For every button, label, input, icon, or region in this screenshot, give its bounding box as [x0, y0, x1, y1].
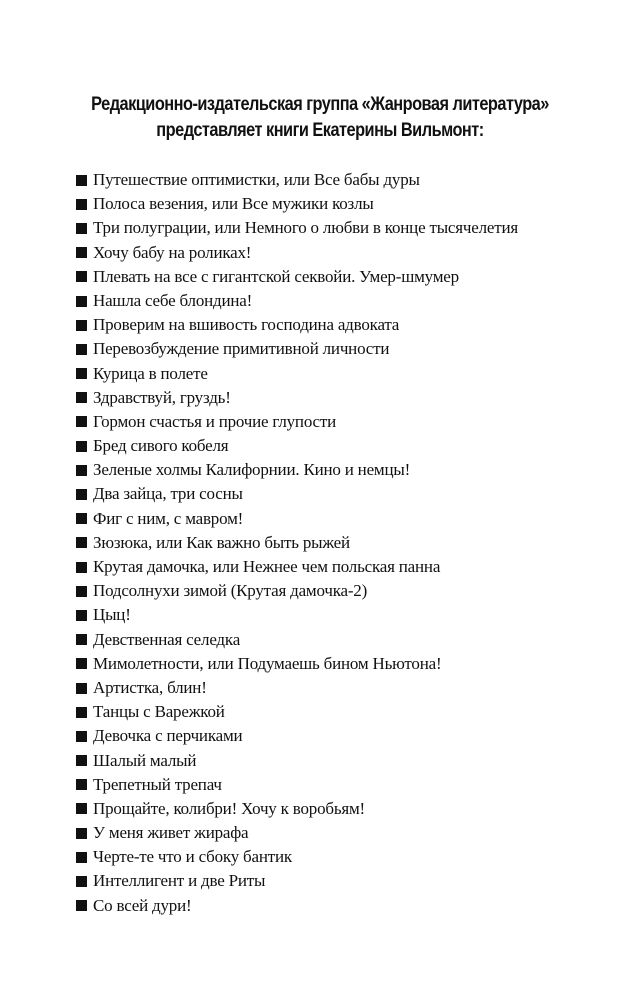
list-item [76, 362, 518, 386]
list-item [76, 241, 518, 265]
square-bullet-icon [76, 658, 87, 669]
list-item [76, 531, 518, 555]
book-title: Зюзюка, или Как важно быть рыжей [93, 532, 350, 552]
square-bullet-icon [76, 344, 87, 355]
book-title: Интеллигент и две Риты [93, 871, 266, 891]
book-title: Девственная селедка [93, 629, 241, 649]
list-item [76, 821, 518, 845]
book-title: Путешествие оптимистки, или Все бабы дуры [93, 170, 420, 189]
book-title: Девочка с перчиками [93, 726, 243, 746]
square-bullet-icon [76, 852, 87, 863]
square-bullet-icon [76, 489, 87, 500]
list-item [76, 386, 518, 410]
square-bullet-icon [76, 900, 87, 911]
square-bullet-icon [76, 803, 87, 814]
book-title: Перевозбуждение примитивной личности [93, 339, 390, 359]
book-title: Прощайте, колибри! Хочу к воробьям! [93, 798, 366, 818]
square-bullet-icon [76, 368, 87, 379]
book-title: Артистка, блин! [93, 677, 207, 697]
book-title: Бред сивого кобеля [93, 436, 229, 456]
square-bullet-icon [76, 707, 87, 718]
square-bullet-icon [76, 828, 87, 839]
list-item [76, 749, 518, 773]
book-title: Гормон счастья и прочие глупости [93, 411, 337, 431]
list-item [76, 410, 518, 434]
square-bullet-icon [76, 779, 87, 790]
book-title: Полоса везения, или Все мужики козлы [93, 194, 374, 214]
square-bullet-icon [76, 731, 87, 742]
square-bullet-icon [76, 683, 87, 694]
book-title: Мимолетности, или Подумаешь бином Ньютона! [93, 653, 442, 673]
square-bullet-icon [76, 296, 87, 307]
list-item [76, 555, 518, 579]
list-item [76, 265, 518, 289]
list-item [76, 700, 518, 724]
square-bullet-icon [76, 634, 87, 645]
list-item [76, 894, 518, 918]
list-item [76, 458, 518, 482]
book-title: Цыц! [93, 605, 131, 625]
book-title: Нашла себе блондина! [93, 290, 253, 310]
book-title: Три полуграции, или Немного о любви в конце тысячелетия [93, 218, 518, 238]
book-title: Плевать на все с гигантской секвойи. Умер-шмумер [93, 266, 459, 286]
list-item [76, 869, 518, 893]
square-bullet-icon [76, 223, 87, 234]
list-item [76, 797, 518, 821]
list-item [76, 773, 518, 797]
list-item [76, 507, 518, 531]
square-bullet-icon [76, 441, 87, 452]
square-bullet-icon [76, 199, 87, 210]
book-title: Проверим на вшивость господина адвоката [93, 315, 400, 335]
book-title: У меня живет жирафа [93, 823, 249, 843]
square-bullet-icon [76, 876, 87, 887]
list-item [76, 603, 518, 627]
book-title: Зеленые холмы Калифорнии. Кино и немцы! [93, 460, 411, 480]
square-bullet-icon [76, 271, 87, 282]
list-item [76, 676, 518, 700]
list-item [76, 313, 518, 337]
square-bullet-icon [76, 586, 87, 597]
square-bullet-icon [76, 392, 87, 403]
square-bullet-icon [76, 755, 87, 766]
book-list [76, 168, 518, 918]
list-item [76, 216, 518, 240]
square-bullet-icon [76, 247, 87, 258]
list-item [76, 724, 518, 748]
list-item [76, 337, 518, 361]
heading-line-2: представляет книги Екатерины Вильмонт: [156, 120, 484, 141]
list-item [76, 192, 518, 216]
publisher-heading [45, 92, 595, 144]
book-title: Хочу бабу на роликах! [93, 242, 252, 262]
book-title: Со всей дури! [93, 895, 192, 915]
book-title: Шалый малый [93, 750, 197, 770]
list-item [76, 579, 518, 603]
book-title: Танцы с Варежкой [93, 702, 225, 722]
list-item [76, 628, 518, 652]
list-item [76, 434, 518, 458]
square-bullet-icon [76, 562, 87, 573]
square-bullet-icon [76, 513, 87, 524]
book-title: Здравствуй, груздь! [93, 387, 231, 407]
book-title: Курица в полете [93, 363, 208, 383]
list-item [76, 482, 518, 506]
list-item [76, 845, 518, 869]
book-title: Крутая дамочка, или Нежнее чем польская панна [93, 557, 441, 576]
list-item [76, 168, 518, 192]
list-item [76, 652, 518, 676]
book-title: Фиг с ним, с мавром! [93, 508, 244, 528]
book-title: Два зайца, три сосны [93, 484, 243, 504]
book-title: Трепетный трепач [93, 774, 222, 794]
square-bullet-icon [76, 465, 87, 476]
book-title: Подсолнухи зимой (Крутая дамочка-2) [93, 581, 368, 601]
square-bullet-icon [76, 320, 87, 331]
book-title: Черте-те что и сбоку бантик [93, 847, 292, 867]
square-bullet-icon [76, 537, 87, 548]
square-bullet-icon [76, 175, 87, 186]
square-bullet-icon [76, 416, 87, 427]
square-bullet-icon [76, 610, 87, 621]
list-item [76, 289, 518, 313]
heading-line-1: Редакционно-издательская группа «Жанровая литература» [91, 94, 549, 115]
